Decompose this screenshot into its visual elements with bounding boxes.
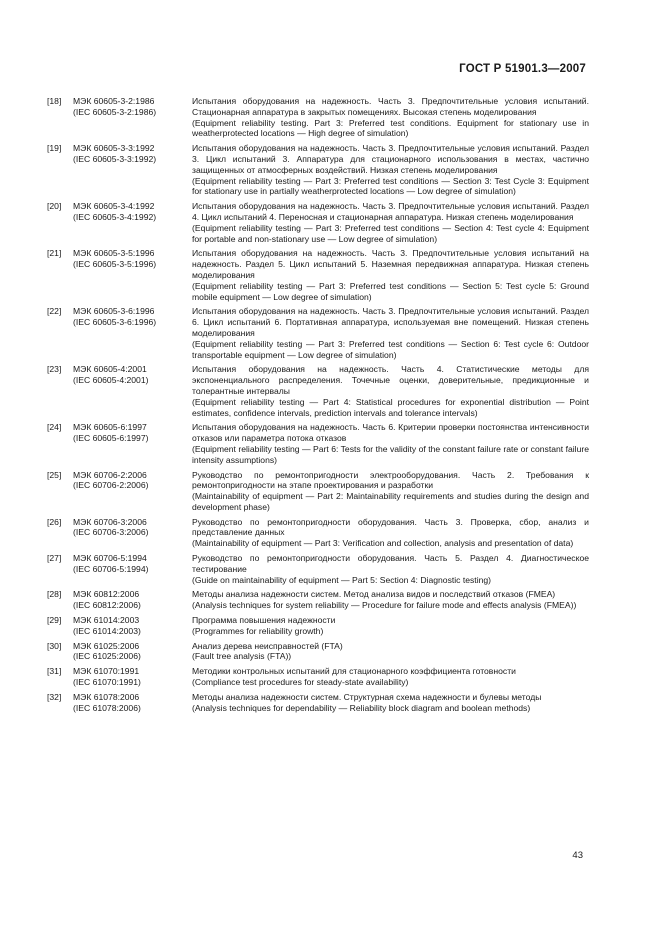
reference-number: [27] [47,553,62,564]
reference-title-ru: Методы анализа надежности систем. Структурная схема надежности и булевы методы [192,691,542,702]
reference-title-en: (Compliance test procedures for steady-state availability) [192,677,409,688]
reference-id-en: (IEC 60605-3-2:1986) [73,106,157,117]
reference-title-en: (Equipment reliability testing — Part 3: Preferred test conditions — Section 6: Test cycle 6: Outdoor transportable equipment — Low degree of simulation) [192,338,589,360]
reference-title-ru: Руководство по ремонтопригодности оборудования. Часть 3. Проверка, сбор, анализ и представление данных [192,516,589,538]
reference-entry [47,692,589,714]
reference-id-ru: МЭК 60605-3-6:1996 [73,306,155,317]
reference-title-en: (Equipment reliability testing — Part 4: Statistical procedures for exponential distribution — Point estimates, confidence intervals, prediction intervals and tolerance intervals) [192,396,589,418]
reference-title-ru: Руководство по ремонтопригодности оборудования. Часть 5. Раздел 4. Диагностическое тестирование [192,553,589,574]
reference-number: [20] [47,201,62,212]
reference-title-ru: Испытания оборудования на надежность. Часть 3. Предпочтительные условия испытаний на надежность. Раздел 5. Цикл испытаний 5. Наземная передвижная аппаратура. Низкая степень моделирования [192,248,589,280]
reference-id-ru: МЭК 60605-3-2:1986 [73,96,155,106]
reference-title-en: (Maintainability of equipment — Part 2: Maintainability requirements and studies during the design and development phase) [192,491,589,512]
reference-title-en: (Equipment reliability testing — Part 3: Preferred test conditions — Section 3: Test Cycle 3: Equipment for stationary use in partially weatherprotected locations — Low degree of simulation) [192,175,589,197]
reference-id-ru: МЭК 60812:2006 [73,589,140,600]
reference-title-en: (Analysis techniques for system reliability — Procedure for failure mode and effects analysis (FMEA)) [192,600,577,611]
reference-title-en: (Analysis techniques for dependability — Reliability block diagram and boolean methods) [192,702,531,713]
reference-id-en: (IEC 61078:2006) [73,702,141,713]
reference-list [47,96,589,717]
reference-entry [47,553,589,585]
reference-id-en: (IEC 60706-5:1994) [73,563,149,574]
reference-id-en: (IEC 60605-3-3:1992) [73,153,157,164]
reference-id-en: (IEC 60605-3-6:1996) [73,317,157,328]
reference-entry [47,615,589,637]
reference-number: [28] [47,589,62,600]
reference-title-en: (Programmes for reliability growth) [192,625,324,636]
reference-entry [47,306,589,360]
reference-title-ru: Испытания оборудования на надежность. Часть 3. Предпочтительные условия испытаний. Раздел 4. Цикл испытаний 4. Переносная и стационарная аппаратура. Низкая степень моделирования [192,201,589,222]
reference-id-en: (IEC 61025:2006) [73,651,141,662]
reference-id-ru: МЭК 60605-6:1997 [73,422,147,433]
reference-title-en: (Equipment reliability testing — Part 3: Preferred test conditions — Section 4: Test cycle 4: Equipment for portable and non-stationary use — Low degree of simulation) [192,222,589,244]
reference-entry [47,641,589,663]
reference-id-ru: МЭК 61014:2003 [73,615,140,626]
reference-id-en: (IEC 60605-3-4:1992) [73,211,157,222]
reference-number: [22] [47,306,62,317]
reference-title-ru: Анализ дерева неисправностей (FTA) [192,640,343,651]
reference-id-en: (IEC 60605-3-5:1996) [73,259,157,270]
document-header: ГОСТ Р 51901.3—2007 [459,63,586,75]
reference-title-en: (Fault tree analysis (FTA)) [192,651,292,662]
reference-title-en: (Maintainability of equipment — Part 3: Verification and collection, analysis and presentation of data) [192,538,574,549]
page-number: 43 [572,850,583,861]
reference-number: [23] [47,364,62,375]
reference-entry [47,589,589,611]
reference-id-en: (IEC 60812:2006) [73,600,141,611]
reference-id-ru: МЭК 60706-5:1994 [73,553,147,564]
reference-id-ru: МЭК 60605-3-5:1996 [73,248,155,259]
reference-title-ru: Руководство по ремонтопригодности электрооборудования. Часть 2. Требования к ремонтопригодности на этапе проектирования и разработки [192,469,589,491]
reference-id-ru: МЭК 60605-4:2001 [73,364,147,375]
reference-id-ru: МЭК 60605-3-4:1992 [73,201,155,212]
reference-number: [26] [47,516,62,527]
reference-id-ru: МЭК 61078:2006 [73,691,140,702]
reference-title-en: (Equipment reliability testing. Part 3: Preferred test conditions. Equipment for stationary use in weatherprotected locations — High degree of simulation) [192,117,589,139]
reference-title-ru: Методы анализа надежности систем. Метод анализа видов и последствий отказов (FMEA) [192,589,556,600]
reference-title-ru: Испытания оборудования на надежность. Часть 4. Статистические методы для экспоненциального распределения. Точечные оценки, доверительные, предикционные и толерантные интервалы [192,364,589,396]
reference-entry [47,364,589,418]
reference-entry [47,470,589,513]
reference-entry [47,422,589,465]
reference-number: [19] [47,143,62,154]
reference-number: [25] [47,469,62,480]
reference-title-en: (Guide on maintainability of equipment — Part 5: Section 4: Diagnostic testing) [192,574,492,585]
reference-number: [18] [47,96,62,106]
reference-entry [47,666,589,688]
reference-title-ru: Программа повышения надежности [192,615,336,626]
reference-title-ru: Испытания оборудования на надежность. Часть 3. Предпочтительные условия испытаний. Стационарная аппаратура в закрытых помещениях. Высокая степень моделирования [192,96,589,117]
reference-id-ru: МЭК 60605-3-3:1992 [73,143,155,154]
reference-id-en: (IEC 60605-6:1997) [73,433,149,444]
reference-entry [47,96,589,139]
reference-number: [29] [47,615,62,626]
reference-title-ru: Методики контрольных испытаний для стационарного коэффициента готовности [192,666,516,677]
reference-id-ru: МЭК 60706-2:2006 [73,469,147,480]
reference-number: [21] [47,248,62,259]
reference-entry [47,201,589,244]
reference-number: [24] [47,422,62,433]
reference-entry [47,143,589,197]
reference-title-en: (Equipment reliability testing — Part 6: Tests for the validity of the constant failure rate or constant failure intensity assumptions) [192,443,589,465]
reference-number: [30] [47,640,62,651]
reference-id-en: (IEC 60706-3:2006) [73,527,149,538]
reference-number: [31] [47,666,62,677]
reference-id-ru: МЭК 61025:2006 [73,640,140,651]
reference-id-en: (IEC 60605-4:2001) [73,375,149,386]
reference-id-ru: МЭК 61070:1991 [73,666,140,677]
reference-title-ru: Испытания оборудования на надежность. Часть 3. Предпочтительные условия испытаний. Раздел 6. Цикл испытаний 6. Портативная аппаратура, используемая вне помещений. Низкая степень моделирования [192,306,589,338]
reference-title-ru: Испытания оборудования на надежность. Часть 6. Критерии проверки постоянства интенсивности отказов или параметра потока отказов [192,422,589,444]
reference-id-en: (IEC 60706-2:2006) [73,480,149,491]
reference-id-en: (IEC 61014:2003) [73,625,141,636]
reference-title-ru: Испытания оборудования на надежность. Часть 3. Предпочтительные условия испытаний. Раздел 3. Цикл испытаний 3. Аппаратура для стационарного использования в местах, частично защищенных от атмосферных воздействий. Низкая степень моделирования [192,143,589,175]
reference-id-ru: МЭК 60706-3:2006 [73,516,147,527]
reference-title-en: (Equipment reliability testing — Part 3: Preferred test conditions — Section 5: Test cycle 5: Ground mobile equipment — Low degree of simulation) [192,280,589,302]
reference-number: [32] [47,691,62,702]
reference-entry [47,248,589,302]
reference-id-en: (IEC 61070:1991) [73,677,141,688]
reference-entry [47,517,589,549]
